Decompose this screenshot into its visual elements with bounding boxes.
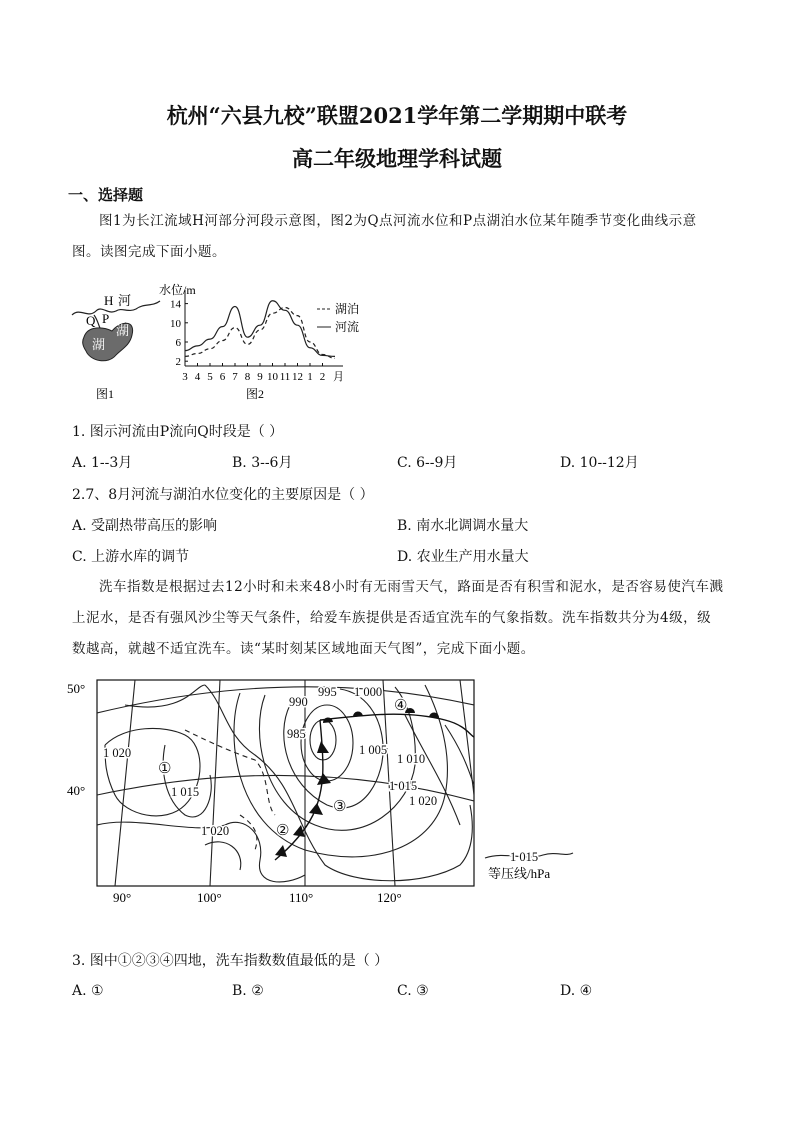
section-title: 一、选择题 <box>68 186 144 204</box>
isobar-label-1005: 1 005 <box>359 743 388 757</box>
figure-weather-map <box>65 675 585 910</box>
exam-subtitle: 高二年级地理学科试题 <box>292 146 502 171</box>
x-tick-label: 5 <box>207 371 213 383</box>
x-tick-label: 3 <box>182 371 188 383</box>
isobar-label-995: 995 <box>318 685 337 699</box>
x-tick-label: 10 <box>267 371 278 383</box>
isobar-label-1010: 1 010 <box>397 752 426 766</box>
point-3-label: ③ <box>333 799 347 815</box>
fig1-river-label: 河 <box>118 293 132 308</box>
isobar-label-985: 985 <box>287 727 306 741</box>
fig1-p-label: P <box>102 311 110 326</box>
isobar-label-1020-c: 1 020 <box>201 824 230 838</box>
legend-river-label: 河流 <box>335 320 360 334</box>
x-tick-label: 1 <box>307 371 313 383</box>
x-tick-label: 9 <box>257 371 263 383</box>
question-1-option-b[interactable]: B. 3--6月 <box>232 455 293 471</box>
lon-label-100: 100° <box>197 890 222 905</box>
lat-label-40: 40° <box>67 783 86 798</box>
isobar-label-1000: 1 000 <box>354 685 383 699</box>
x-tick-label: 12 <box>292 371 303 383</box>
question-2-option-c[interactable]: C. 上游水库的调节 <box>72 549 190 565</box>
question-2-option-a[interactable]: A. 受副热带高压的影响 <box>72 518 218 534</box>
fig1-h-label: H <box>104 293 114 308</box>
question-3-option-c[interactable]: C. ③ <box>397 983 429 999</box>
x-tick-label: 11 <box>279 371 291 383</box>
y-tick-label: 2 <box>175 356 181 369</box>
question-2-option-d[interactable]: D. 农业生产用水量大 <box>397 549 529 565</box>
y-tick-label: 10 <box>170 317 181 330</box>
y-tick-label: 6 <box>175 337 181 349</box>
series-line-lake <box>185 307 335 358</box>
isobar-label-990: 990 <box>289 695 308 709</box>
isobar-label-1020-b: 1 020 <box>409 794 438 808</box>
fig1-lake-label-b: 湖 <box>92 337 106 352</box>
question-3-option-b[interactable]: B. ② <box>232 983 264 999</box>
x-tick-label: 6 <box>219 371 226 383</box>
figure-2-water-level-chart <box>155 280 365 405</box>
lon-label-110: 110° <box>289 890 314 905</box>
question-1-stem: 1. 图示河流由P流向Q时段是（ ） <box>72 424 284 440</box>
x-axis-unit: 月 <box>333 371 344 383</box>
question-1-option-a[interactable]: A. 1--3月 <box>72 455 133 471</box>
intro-paragraph-1: 图1为长江流域H河部分河段示意图，图2为Q点河流水位和P点湖泊水位某年随季节变化曲线示意图。读图完成下面小题。 <box>72 213 697 260</box>
question-1-option-d[interactable]: D. 10--12月 <box>560 455 639 471</box>
intro-paragraph-2: 洗车指数是根据过去12小时和未来48小时有无雨雪天气，路面是否有积雪和泥水，是否容易使汽车溅上泥水，是否有强风沙尘等天气条件，给爱车族提供是否适宜洗车的气象指数。洗车指数共分为4级，级数越高，就越不适宜洗车。读“某时刻某区域地面天气图”，完成下面小题。 <box>72 579 724 657</box>
lon-label-90: 90° <box>113 890 132 905</box>
lon-label-120: 120° <box>377 890 402 905</box>
question-3-option-d[interactable]: D. ④ <box>560 983 593 999</box>
isobar-label-1020-a: 1 020 <box>103 746 132 760</box>
legend-lake-label: 湖泊 <box>335 302 360 316</box>
fig1-caption: 图1 <box>96 387 115 401</box>
isobar-label-1015-b: 1 015 <box>389 779 418 793</box>
x-tick-label: 8 <box>244 371 251 383</box>
legend-isobar-label: 等压线/hPa <box>488 866 551 881</box>
y-axis-label: 水位/m <box>159 283 196 297</box>
x-tick-label: 7 <box>232 371 238 383</box>
question-3-stem: 3. 图中①②③④四地，洗车指数数值最低的是（ ） <box>72 953 389 969</box>
fig1-lake-label-a: 湖 <box>116 323 130 338</box>
fig2-caption: 图2 <box>245 387 265 401</box>
question-2-option-b[interactable]: B. 南水北调调水量大 <box>397 518 529 534</box>
x-tick-label: 4 <box>194 371 201 383</box>
series-line-river <box>185 301 335 357</box>
fig1-q-label: Q <box>86 313 96 328</box>
exam-title: 杭州“六县九校”联盟2021学年第二学期期中联考 <box>166 103 628 128</box>
question-3-option-a[interactable]: A. ① <box>72 983 104 999</box>
point-2-label: ② <box>276 823 290 839</box>
x-tick-label: 2 <box>319 371 326 383</box>
isobar-label-1015-a: 1 015 <box>171 785 200 799</box>
point-1-label: ① <box>158 761 172 777</box>
point-4-label: ④ <box>394 698 408 714</box>
question-1-option-c[interactable]: C. 6--9月 <box>397 455 458 471</box>
y-tick-label: 14 <box>170 298 181 311</box>
legend-isobar-value: 1 015 <box>510 850 539 864</box>
lat-label-50: 50° <box>67 681 86 696</box>
question-2-stem: 2.7、8月河流与湖泊水位变化的主要原因是（ ） <box>72 487 374 503</box>
